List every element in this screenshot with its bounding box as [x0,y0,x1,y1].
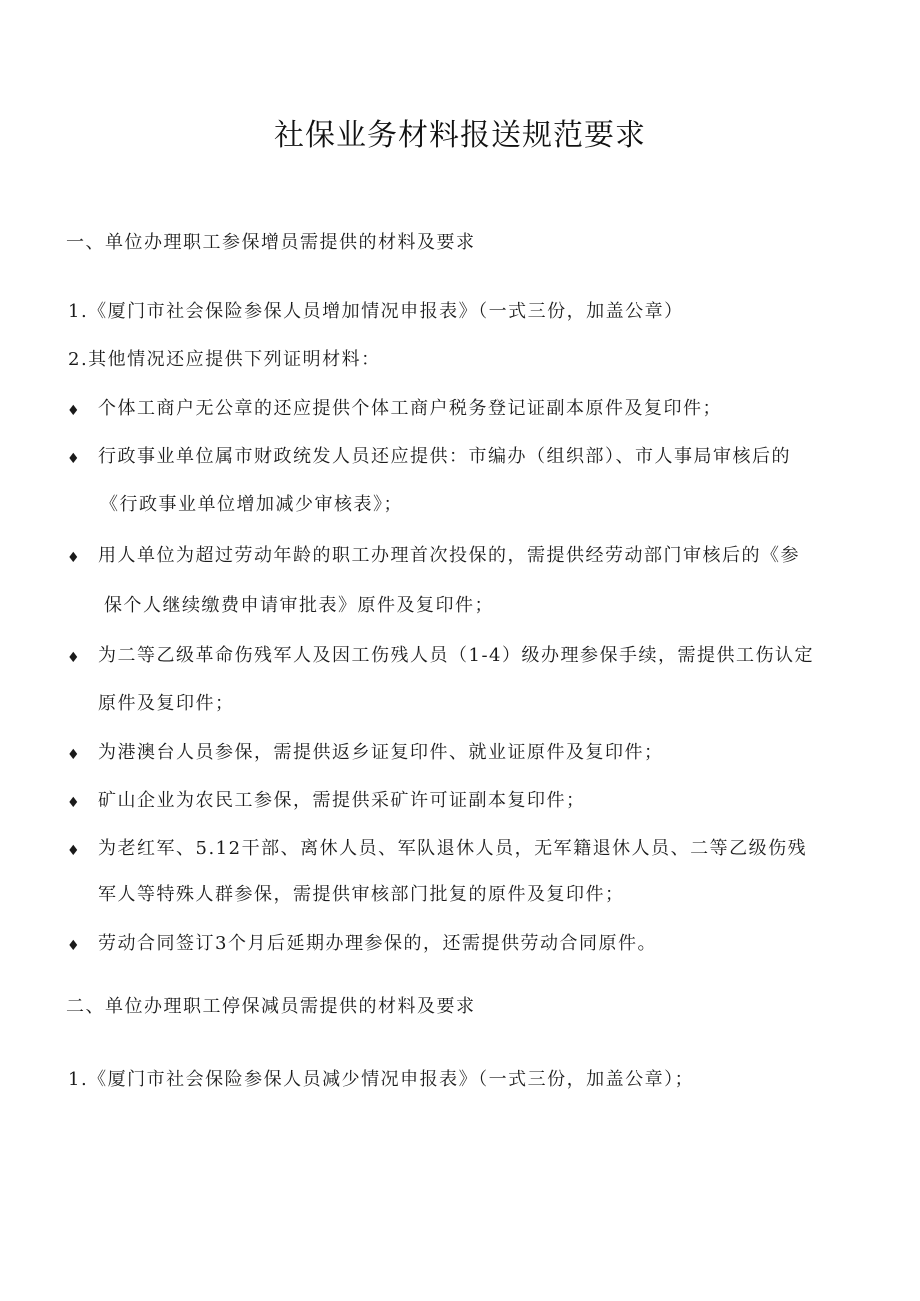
section-1-heading: 一、单位办理职工参保增员需提供的材料及要求 [66,232,476,253]
section-1-item-2: 2.其他情况还应提供下列证明材料： [68,349,381,370]
diamond-bullet-icon: ♦ [67,650,80,666]
diamond-bullet-icon: ♦ [67,550,80,566]
diamond-bullet-icon: ♦ [67,843,80,859]
bullet-1-line-1: 个体工商户无公章的还应提供个体工商户税务登记证副本原件及复印件； [98,398,722,419]
section-2-heading: 二、单位办理职工停保减员需提供的材料及要求 [66,996,476,1017]
bullet-4-line-2: 原件及复印件； [98,693,235,714]
bullet-8-line-1: 劳动合同签订3个月后延期办理参保的，还需提供劳动合同原件。 [98,933,657,954]
bullet-3-line-1: 用人单位为超过劳动年龄的职工办理首次投保的，需提供经劳动部门审核后的《参 [98,545,800,566]
diamond-bullet-icon: ♦ [67,795,80,811]
section-2-item-1: 1.《厦门市社会保险参保人员减少情况申报表》（一式三份，加盖公章）； [68,1069,695,1090]
diamond-bullet-icon: ♦ [67,938,80,954]
bullet-5-line-1: 为港澳台人员参保，需提供返乡证复印件、就业证原件及复印件； [98,742,664,763]
section-1-item-1: 1.《厦门市社会保险参保人员增加情况申报表》（一式三份，加盖公章） [68,301,684,322]
bullet-4-line-1: 为二等乙级革命伤残军人及因工伤残人员（1-4）级办理参保手续，需提供工伤认定 [98,645,814,666]
bullet-7-line-1: 为老红军、5.12干部、离休人员、军队退休人员，无军籍退休人员、二等乙级伤残 [98,838,808,859]
diamond-bullet-icon: ♦ [67,403,80,419]
bullet-7-line-2: 军人等特殊人群参保，需提供审核部门批复的原件及复印件； [98,884,625,905]
bullet-2-line-2: 《行政事业单位增加减少审核表》； [100,494,403,515]
bullet-3-line-2: 保个人继续缴费申请审批表》原件及复印件； [104,595,494,616]
diamond-bullet-icon: ♦ [67,451,80,467]
document-title: 社保业务材料报送规范要求 [274,118,646,153]
bullet-6-line-1: 矿山企业为农民工参保，需提供采矿许可证副本复印件； [98,790,586,811]
bullet-2-line-1: 行政事业单位属市财政统发人员还应提供：市编办（组织部）、市人事局审核后的 [98,446,791,467]
diamond-bullet-icon: ♦ [67,747,80,763]
